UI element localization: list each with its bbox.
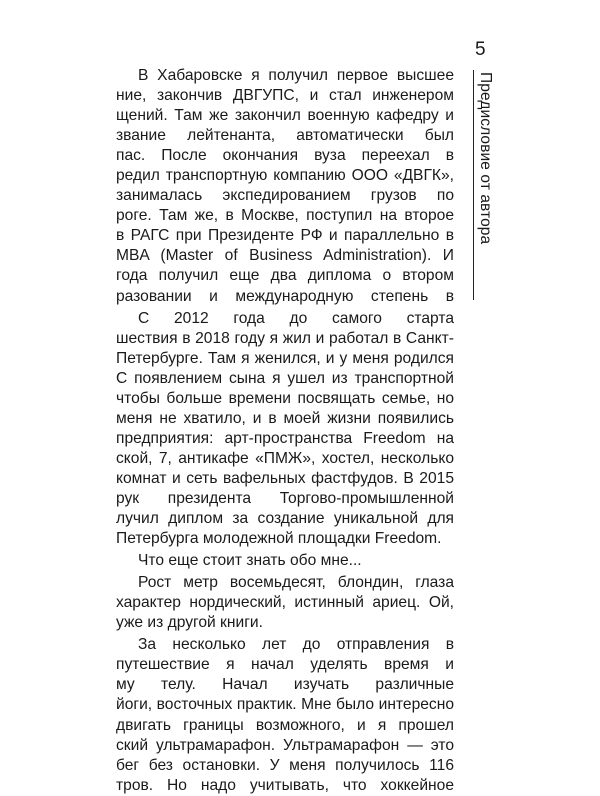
text-line: С появлением сына я ушел из транспортной <box>116 369 454 387</box>
paragraph <box>116 573 454 633</box>
paragraph <box>116 635 454 795</box>
text-line: занималась экспедированием грузов по <box>116 187 454 205</box>
text-line: Петербурга молодежной площадки Freedom. <box>116 530 442 548</box>
text-line: За несколько лет до отправления в <box>138 636 454 654</box>
text-line: в РАГС при Президенте РФ и параллельно в <box>116 227 454 245</box>
text-line: Петербурге. Там я женился, и у меня родился <box>116 349 454 367</box>
text-line: двигать границы возможного, и я прошел <box>116 716 454 734</box>
text-line: тров. Но надо учитывать, что хоккейное <box>116 776 454 794</box>
text-line: му телу. Начал изучать различные <box>116 676 454 694</box>
text-line: уже из другой книги. <box>116 614 263 632</box>
text-line: ский ультрамарафон. Ультрамарафон — это <box>116 736 454 754</box>
text-line: бег без остановки. У меня получилось 116 <box>116 756 454 774</box>
vertical-rule <box>473 70 474 300</box>
text-line: редил транспортную компанию ООО «ДВГК», <box>116 167 454 185</box>
paragraph <box>116 309 454 550</box>
text-line: Что еще стоит знать обо мне... <box>138 552 362 570</box>
body-text <box>116 66 454 796</box>
text-line: характер нордический, истинный ариец. Ой, <box>116 594 454 612</box>
text-line: В Хабаровске я получил первое высшее <box>138 67 454 84</box>
text-line: щений. Там же закончил военную кафедру и <box>116 107 454 125</box>
text-line: С 2012 года до самого старта <box>138 309 454 327</box>
text-line: ние, закончив ДВГУПС, и стал инженером <box>116 87 454 105</box>
text-line: разовании и международную степень в <box>116 287 454 305</box>
running-head: Предисловие от автора <box>477 72 494 245</box>
text-line: звание лейтенанта, автоматически был <box>116 127 454 145</box>
text-line: ской, 7, антикафе «ПМЖ», хостел, несколько <box>116 449 454 467</box>
paragraph <box>116 551 454 571</box>
text-line: чтобы больше времени посвящать семье, но <box>116 389 454 407</box>
text-line: лучил диплом за создание уникальной для <box>116 510 454 528</box>
text-line: рук президента Торгово-промышленной <box>116 489 454 507</box>
text-line: Рост метр восемьдесят, блондин, глаза <box>138 574 454 592</box>
text-line: года получил еще два диплома о втором <box>116 267 454 285</box>
paragraph <box>116 66 454 307</box>
text-line: путешествие я начал уделять время и <box>116 656 454 674</box>
running-head-block <box>466 70 496 300</box>
text-line: йоги, восточных практик. Мне было интересно <box>116 696 454 714</box>
text-line: предприятия: арт-пространства Freedom на <box>116 429 454 447</box>
text-line: комнат и сеть вафельных фастфудов. В 2015 <box>116 469 454 487</box>
text-line: пас. После окончания вуза переехал в <box>116 147 454 165</box>
text-line: шествия в 2018 году я жил и работал в Санкт- <box>116 329 454 347</box>
text-line: роге. Там же, в Москве, поступил на второе <box>116 207 454 225</box>
text-line: MBA (Master of Business Administration). И <box>116 247 454 265</box>
text-line: меня не хватило, и в моей жизни появились <box>116 409 454 427</box>
page-number: 5 <box>475 39 486 60</box>
